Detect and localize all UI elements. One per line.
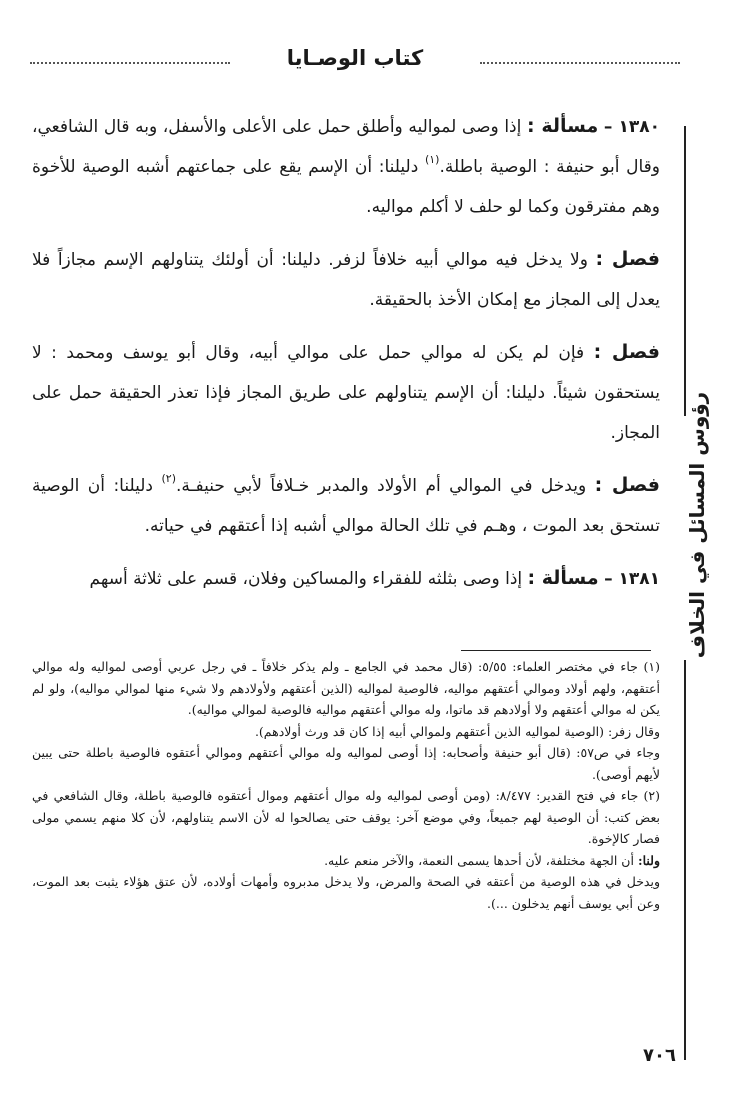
- paragraph-text: ويدخل في الموالي أم الأولاد والمدبر خـلافاً لأبي حنيفـة.: [175, 476, 587, 496]
- footnote-bold-lead: ولنا:: [637, 852, 660, 868]
- paragraph-text: فإن لم يكن له موالي حمل على موالي أبيه، وقال أبو يوسف ومحمد : لا يستحقون شيئاً. دليلنا: أن الإسم يتناولهم على طريق المجاز فإذا تعذر الحقيقة حمل على المجاز.: [32, 343, 660, 443]
- paragraph-text: إذا وصى لمواليه وأطلق حمل على الأعلى والأسفل، وبه قال الشافعي، وقال أبو حنيفة : الوصية باطلة.: [32, 117, 660, 177]
- paragraph-text: دليلنا: أن الإسم يقع على جماعتهم أشبه الوصية للأخوة وهم مفترقون وكما لو حلف لا أكلم مواليه.: [32, 157, 660, 217]
- side-rule-lower: [684, 660, 686, 1060]
- paragraph-section-3: [32, 465, 660, 546]
- issue-number: ١٣٨٠ –: [603, 117, 661, 137]
- page-number: ٧٠٦: [643, 1045, 676, 1066]
- footnote-2-part-1: (٢) جاء في فتح القدير: ٨/٤٧٧: (ومن أوصى لمواليه وله موال أعتقهم وموال أعتقوه فالوصية باطلة، وقال الشافعي في بعض كتب: أن الوصية لهم جميعاً، وفي موضع آخر: يوقف حتى يصالحوا له لأن الاسم يتناولهم، لأن كلا منهم يسمي مولى فصار كالإخوة.: [32, 788, 660, 846]
- footnote-separator: [461, 650, 651, 651]
- header-dotted-rule-left: [30, 62, 230, 64]
- chapter-title: كتاب الوصـايا: [277, 46, 433, 70]
- section-label: فصل :: [594, 474, 660, 496]
- issue-label: مسألة :: [526, 115, 599, 137]
- footnotes: [32, 656, 660, 914]
- side-running-title: رؤوس المسائل في الخلاف: [685, 391, 709, 659]
- footnote-ref-2[interactable]: (٢): [161, 472, 176, 485]
- paragraph-text: إذا وصى بثلثه للفقراء والمساكين وفلان، قسم على ثلاثة أسهم: [89, 569, 523, 589]
- section-label: فصل :: [595, 248, 660, 270]
- footnote-1-part-3: وجاء في ص٥٧: (قال أبو حنيفة وأصحابه: إذا أوصى لمواليه وله موالي أعتقهم وموالي أعتقوه فالوصية باطلة حتى يبين لأيهم أوصى).: [32, 745, 661, 782]
- paragraph-issue-1381: [32, 558, 660, 599]
- header-dotted-rule-right: [480, 62, 680, 64]
- paragraph-issue-1380: [32, 106, 660, 227]
- footnote-2-part-2: [32, 850, 660, 872]
- paragraph-section-1: [32, 239, 660, 320]
- side-rule-upper: [684, 126, 686, 416]
- issue-number: ١٣٨١ –: [604, 569, 660, 589]
- running-header: [30, 44, 680, 78]
- footnote-2-part-3: ويدخل في هذه الوصية من أعتقه في الصحة والمرض، ولا يدخل مدبروه وأمهات أولاده، لأن عتق هؤلاء يثبت بعد الموت، وعن أبي يوسف أنهم يدخلون ...).: [32, 874, 660, 911]
- footnote-ref-1[interactable]: (١): [424, 153, 440, 166]
- footnote-text: أن الجهة مختلفة، لأن أحدها يسمى النعمة، والآخر منعم عليه.: [324, 852, 634, 868]
- paragraph-section-2: [32, 332, 660, 453]
- main-text: [32, 106, 660, 611]
- paragraph-text: ولا يدخل فيه موالي أبيه خلافاً لزفر. دليلنا: أن أولئك يتناولهم الإسم مجازاً فلا يعدل إلى المجاز مع إمكان الأخذ بالحقيقة.: [32, 250, 660, 310]
- footnote-1-part-1: (١) جاء في مختصر العلماء: ٥/٥٥: (قال محمد في الجامع ـ ولم يذكر خلافاً ـ في رجل عربي أوصى لمواليه وله موالي أعتقهم، ولهم أولاد وموالي أعتقهم مواليه، فالوصية لمواليه (الذين أعتقهم ولأولادهم ولا شيء منها لموالي مواليه)، ولو لم يكن له موالي أعتقهم ولا أولادهم قد ماتوا، وله موالي أعتقهم مواليه فالوصية لموالي مواليه).: [32, 659, 660, 717]
- footnote-1-part-2: وقال زفر: (الوصية لمواليه الذين أعتقهم ولموالي أبيه إذا كان قد ورث أولادهم).: [254, 723, 660, 739]
- section-label: فصل :: [593, 341, 660, 363]
- paragraph-text: دليلنا: أن الوصية تستحق بعد الموت ، وهـم في تلك الحالة موالي أشبه إذا أعتقهم في حياته.: [32, 476, 660, 536]
- issue-label: مسألة :: [527, 567, 599, 589]
